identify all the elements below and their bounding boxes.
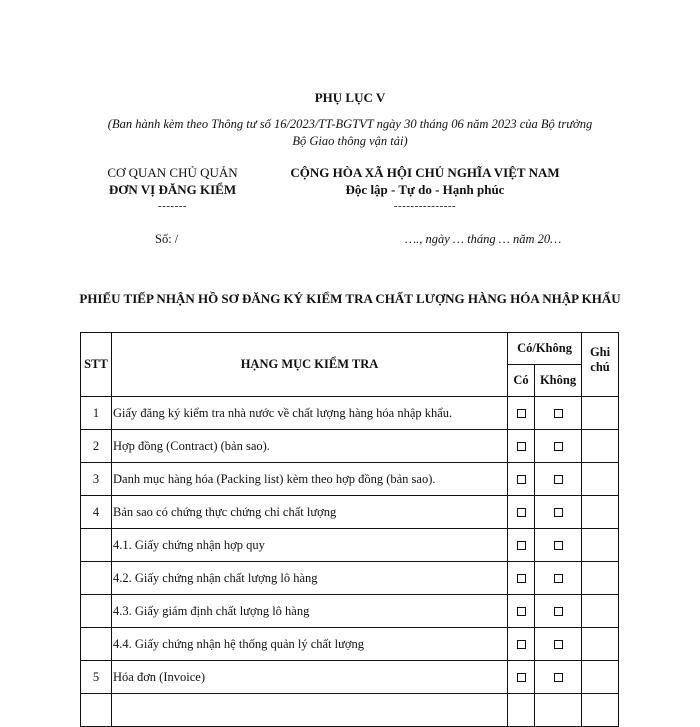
row-item: Giấy đăng ký kiểm tra nhà nước về chất lượng hàng hóa nhập khẩu. [112, 397, 508, 430]
table-row [81, 397, 619, 430]
row-number: 4 [81, 496, 112, 529]
checklist-table [80, 332, 619, 727]
yes-checkbox[interactable] [517, 640, 526, 649]
header-yes-no: Có/Không [508, 333, 582, 365]
no-checkbox[interactable] [554, 607, 563, 616]
table-row [81, 694, 619, 727]
document-number: Số: / [155, 232, 179, 246]
row-number: 5 [81, 661, 112, 694]
note-cell[interactable] [582, 694, 619, 727]
note-cell[interactable] [582, 397, 619, 430]
note-cell[interactable] [582, 496, 619, 529]
header-yes: Có [508, 365, 535, 397]
row-item: 4.2. Giấy chứng nhận chất lượng lô hàng [112, 562, 508, 595]
yes-checkbox[interactable] [517, 574, 526, 583]
row-item: Hợp đồng (Contract) (bản sao). [112, 430, 508, 463]
header-note: Ghi chú [582, 333, 619, 397]
row-number: 3 [81, 463, 112, 496]
date-line: …., ngày … tháng … năm 20… [405, 232, 562, 246]
national-motto: Độc lập - Tự do - Hạnh phúc [345, 182, 505, 197]
country-name: CỘNG HÒA XÃ HỘI CHỦ NGHĨA VIỆT NAM [290, 165, 560, 180]
note-cell[interactable] [582, 463, 619, 496]
row-number [81, 562, 112, 595]
yes-checkbox[interactable] [517, 607, 526, 616]
no-checkbox[interactable] [554, 508, 563, 517]
registry-unit-label: ĐƠN VỊ ĐĂNG KIỂM [108, 182, 237, 197]
parent-agency-label: CƠ QUAN CHỦ QUẢN [107, 165, 238, 180]
table-row [81, 562, 619, 595]
row-number [81, 529, 112, 562]
row-number [81, 694, 112, 727]
table-row [81, 463, 619, 496]
note-cell[interactable] [582, 661, 619, 694]
yes-checkbox[interactable] [517, 508, 526, 517]
right-divider: --------------- [393, 200, 457, 212]
table-row [81, 496, 619, 529]
note-cell[interactable] [582, 595, 619, 628]
note-cell[interactable] [582, 562, 619, 595]
row-item: 4.4. Giấy chứng nhận hệ thống quản lý chất lượng [112, 628, 508, 661]
row-item: Bản sao có chứng thực chứng chỉ chất lượng [112, 496, 508, 529]
row-number: 2 [81, 430, 112, 463]
table-row [81, 430, 619, 463]
note-cell[interactable] [582, 628, 619, 661]
row-item: Danh mục hàng hóa (Packing list) kèm theo hợp đồng (bản sao). [112, 463, 508, 496]
appendix-title: PHỤ LỤC V [314, 90, 386, 105]
row-number [81, 595, 112, 628]
yes-checkbox[interactable] [517, 409, 526, 418]
header-inspection-item: HẠNG MỤC KIỂM TRA [112, 333, 508, 397]
no-checkbox[interactable] [554, 409, 563, 418]
yes-checkbox[interactable] [517, 442, 526, 451]
row-item [112, 694, 508, 727]
header-no: Không [535, 365, 582, 397]
appendix-note: (Ban hành kèm theo Thông tư số 16/2023/TT-BGTVT ngày 30 tháng 06 năm 2023 của Bộ trưởng Bộ Giao thông vận tải) [107, 117, 593, 148]
no-checkbox[interactable] [554, 541, 563, 550]
no-checkbox[interactable] [554, 640, 563, 649]
table-row [81, 595, 619, 628]
table-row [81, 529, 619, 562]
yes-checkbox[interactable] [517, 673, 526, 682]
no-checkbox[interactable] [554, 442, 563, 451]
left-divider: ------- [157, 200, 188, 212]
issuing-agency-header [85, 164, 260, 214]
table-row [81, 661, 619, 694]
yes-checkbox[interactable] [517, 541, 526, 550]
row-number: 1 [81, 397, 112, 430]
row-number [81, 628, 112, 661]
form-title: PHIẾU TIẾP NHẬN HỒ SƠ ĐĂNG KÝ KIỂM TRA CHẤT LƯỢNG HÀNG HÓA NHẬP KHẨU [79, 291, 621, 306]
table-row [81, 628, 619, 661]
no-checkbox[interactable] [554, 574, 563, 583]
note-cell[interactable] [582, 529, 619, 562]
national-motto-header [270, 164, 580, 214]
row-item: 4.3. Giấy giám định chất lượng lô hàng [112, 595, 508, 628]
yes-checkbox[interactable] [517, 475, 526, 484]
no-checkbox[interactable] [554, 475, 563, 484]
note-cell[interactable] [582, 430, 619, 463]
no-checkbox[interactable] [554, 673, 563, 682]
row-item: 4.1. Giấy chứng nhận hợp quy [112, 529, 508, 562]
header-stt: STT [81, 333, 112, 397]
row-item: Hóa đơn (Invoice) [112, 661, 508, 694]
